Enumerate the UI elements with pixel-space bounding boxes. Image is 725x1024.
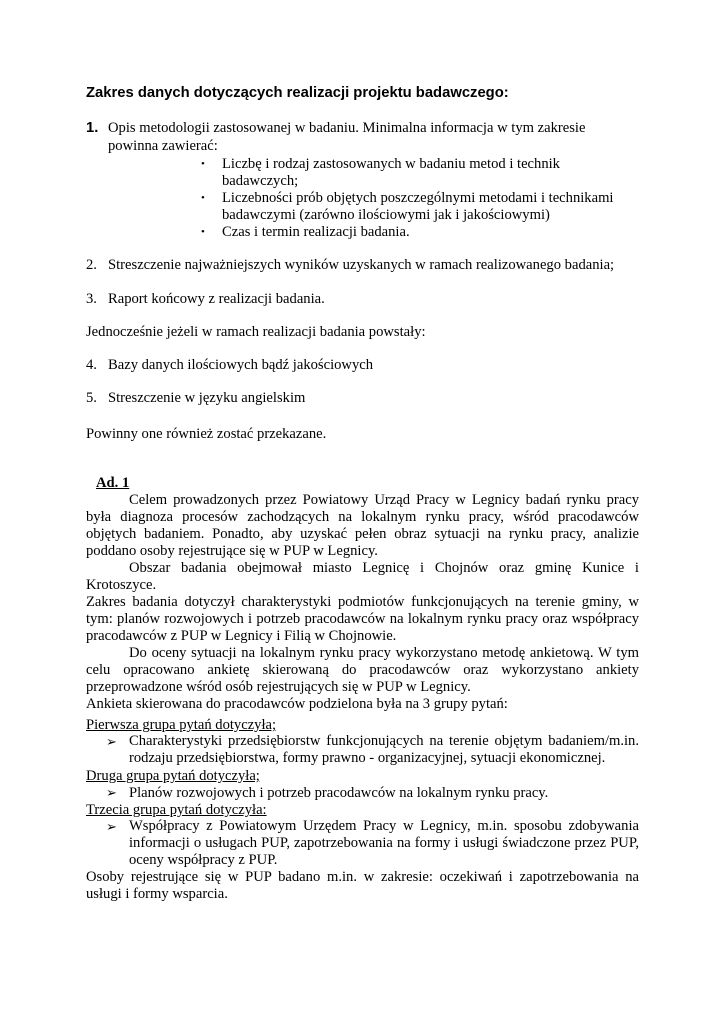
page-title: Zakres danych dotyczących realizacji projektu badawczego: — [86, 85, 509, 101]
ad1-p4-line-3: przeprowadzone wśród osób rejestrujących się w PUP w Legnicy. — [86, 679, 471, 695]
intermediate-text: Jednocześnie jeżeli w ramach realizacji badania powstały: — [86, 324, 426, 340]
ad1-p1-line-4: poddano osoby rejestrujące się w PUP w Legnicy. — [86, 543, 378, 559]
arrow-bullet-icon: ➢ — [106, 734, 117, 749]
bullet-3-line-1: Czas i termin realizacji badania. — [222, 224, 410, 240]
section-2-number: 2. — [86, 257, 97, 273]
ad1-p1-line-2: była diagnoza procesów zachodzących na lokalnym rynku pracy, wśród pracodawców — [86, 509, 639, 525]
section-3-number: 3. — [86, 291, 97, 307]
section-1-line-2: powinna zawierać: — [108, 138, 218, 154]
ad1-p5: Ankieta skierowana do pracodawców podzielona była na 3 grupy pytań: — [86, 696, 508, 712]
arrow-bullet-icon: ➢ — [106, 819, 117, 834]
section-2-text: Streszczenie najważniejszych wyników uzyskanych w ramach realizowanego badania; — [108, 257, 615, 273]
section-4-text: Bazy danych ilościowych bądź jakościowych — [108, 357, 374, 373]
bullet-icon: • — [201, 158, 205, 170]
bullet-1-line-1: Liczbę i rodzaj zastosowanych w badaniu metod i technik — [222, 156, 560, 172]
group-1-label: Pierwsza grupa pytań dotyczyła; — [86, 717, 277, 733]
section-5-number: 5. — [86, 390, 97, 406]
ad1-final: Osoby rejestrujące się w PUP badano m.in. w zakresie: oczekiwań i zapotrzebowania na usługi i formy wsparcia. — [86, 869, 639, 903]
bullet-icon: • — [201, 226, 205, 238]
group-1-item: Charakterystyki przedsiębiorstw funkcjonujących na terenie objętym badaniem/m.in. rodzaju przedsiębiorstwa, formy prawno - organizacyjnej, sytuacji ekonomicznej. — [129, 733, 639, 767]
ad1-p3-line-3: pracodawców z PUP w Legnicy i Filią w Chojnowie. — [86, 628, 397, 644]
group-2-label: Druga grupa pytań dotyczyła; — [86, 768, 260, 784]
bullet-2-line-2: badawczymi (zarówno ilościowymi jak i jakościowymi) — [222, 207, 550, 223]
ad1-p4-line-1: Do oceny sytuacji na lokalnym rynku pracy wykorzystano metodę ankietową. W tym — [129, 645, 639, 661]
ad1-p1-line-3: objętych badaniem. Ponadto, aby uzyskać pełen obraz sytuacji na rynku pracy, analizie — [86, 526, 639, 542]
arrow-bullet-icon: ➢ — [106, 785, 117, 800]
bullet-1-line-2: badawczych; — [222, 173, 299, 189]
ad1-p4-line-2: celu opracowano ankietę skierowaną do pracodawców oraz wykorzystano ankiety — [86, 662, 639, 678]
group-3-label: Trzecia grupa pytań dotyczyła: — [86, 802, 267, 818]
closing-text: Powinny one również zostać przekazane. — [86, 426, 327, 442]
ad1-p3-line-2: tym: planów rozwojowych i potrzeb pracodawców na lokalnym rynku pracy oraz współpracy — [86, 611, 639, 627]
bullet-2-line-1: Liczebności prób objętych poszczególnymi metodami i technikami — [222, 190, 614, 206]
ad1-heading: Ad. 1 — [96, 475, 130, 491]
section-3-text: Raport końcowy z realizacji badania. — [108, 291, 325, 307]
ad1-p1-line-1: Celem prowadzonych przez Powiatowy Urząd Pracy w Legnicy badań rynku pracy — [129, 492, 639, 508]
ad1-p2-line-2: Krotoszyce. — [86, 577, 157, 593]
section-1-number: 1. — [86, 120, 99, 136]
group-3-item: Współpracy z Powiatowym Urzędem Pracy w Legnicy, m.in. sposobu zdobywania informacji o usługach PUP, zapotrzebowania na formy i usługi świadczone przez PUP, oceny współpracy z PUP. — [129, 818, 639, 869]
section-1-line-1: Opis metodologii zastosowanej w badaniu. Minimalna informacja w tym zakresie — [108, 120, 586, 136]
ad1-p3-line-1: Zakres badania dotyczył charakterystyki podmiotów funkcjonujących na terenie gminy, w — [86, 594, 639, 610]
bullet-icon: • — [201, 192, 205, 204]
ad1-p2-line-1: Obszar badania obejmował miasto Legnicę i Chojnów oraz gminę Kunice i — [129, 560, 639, 576]
section-5-text: Streszczenie w języku angielskim — [108, 390, 306, 406]
group-2-item: Planów rozwojowych i potrzeb pracodawców na lokalnym rynku pracy. — [129, 785, 549, 801]
section-4-number: 4. — [86, 357, 97, 373]
